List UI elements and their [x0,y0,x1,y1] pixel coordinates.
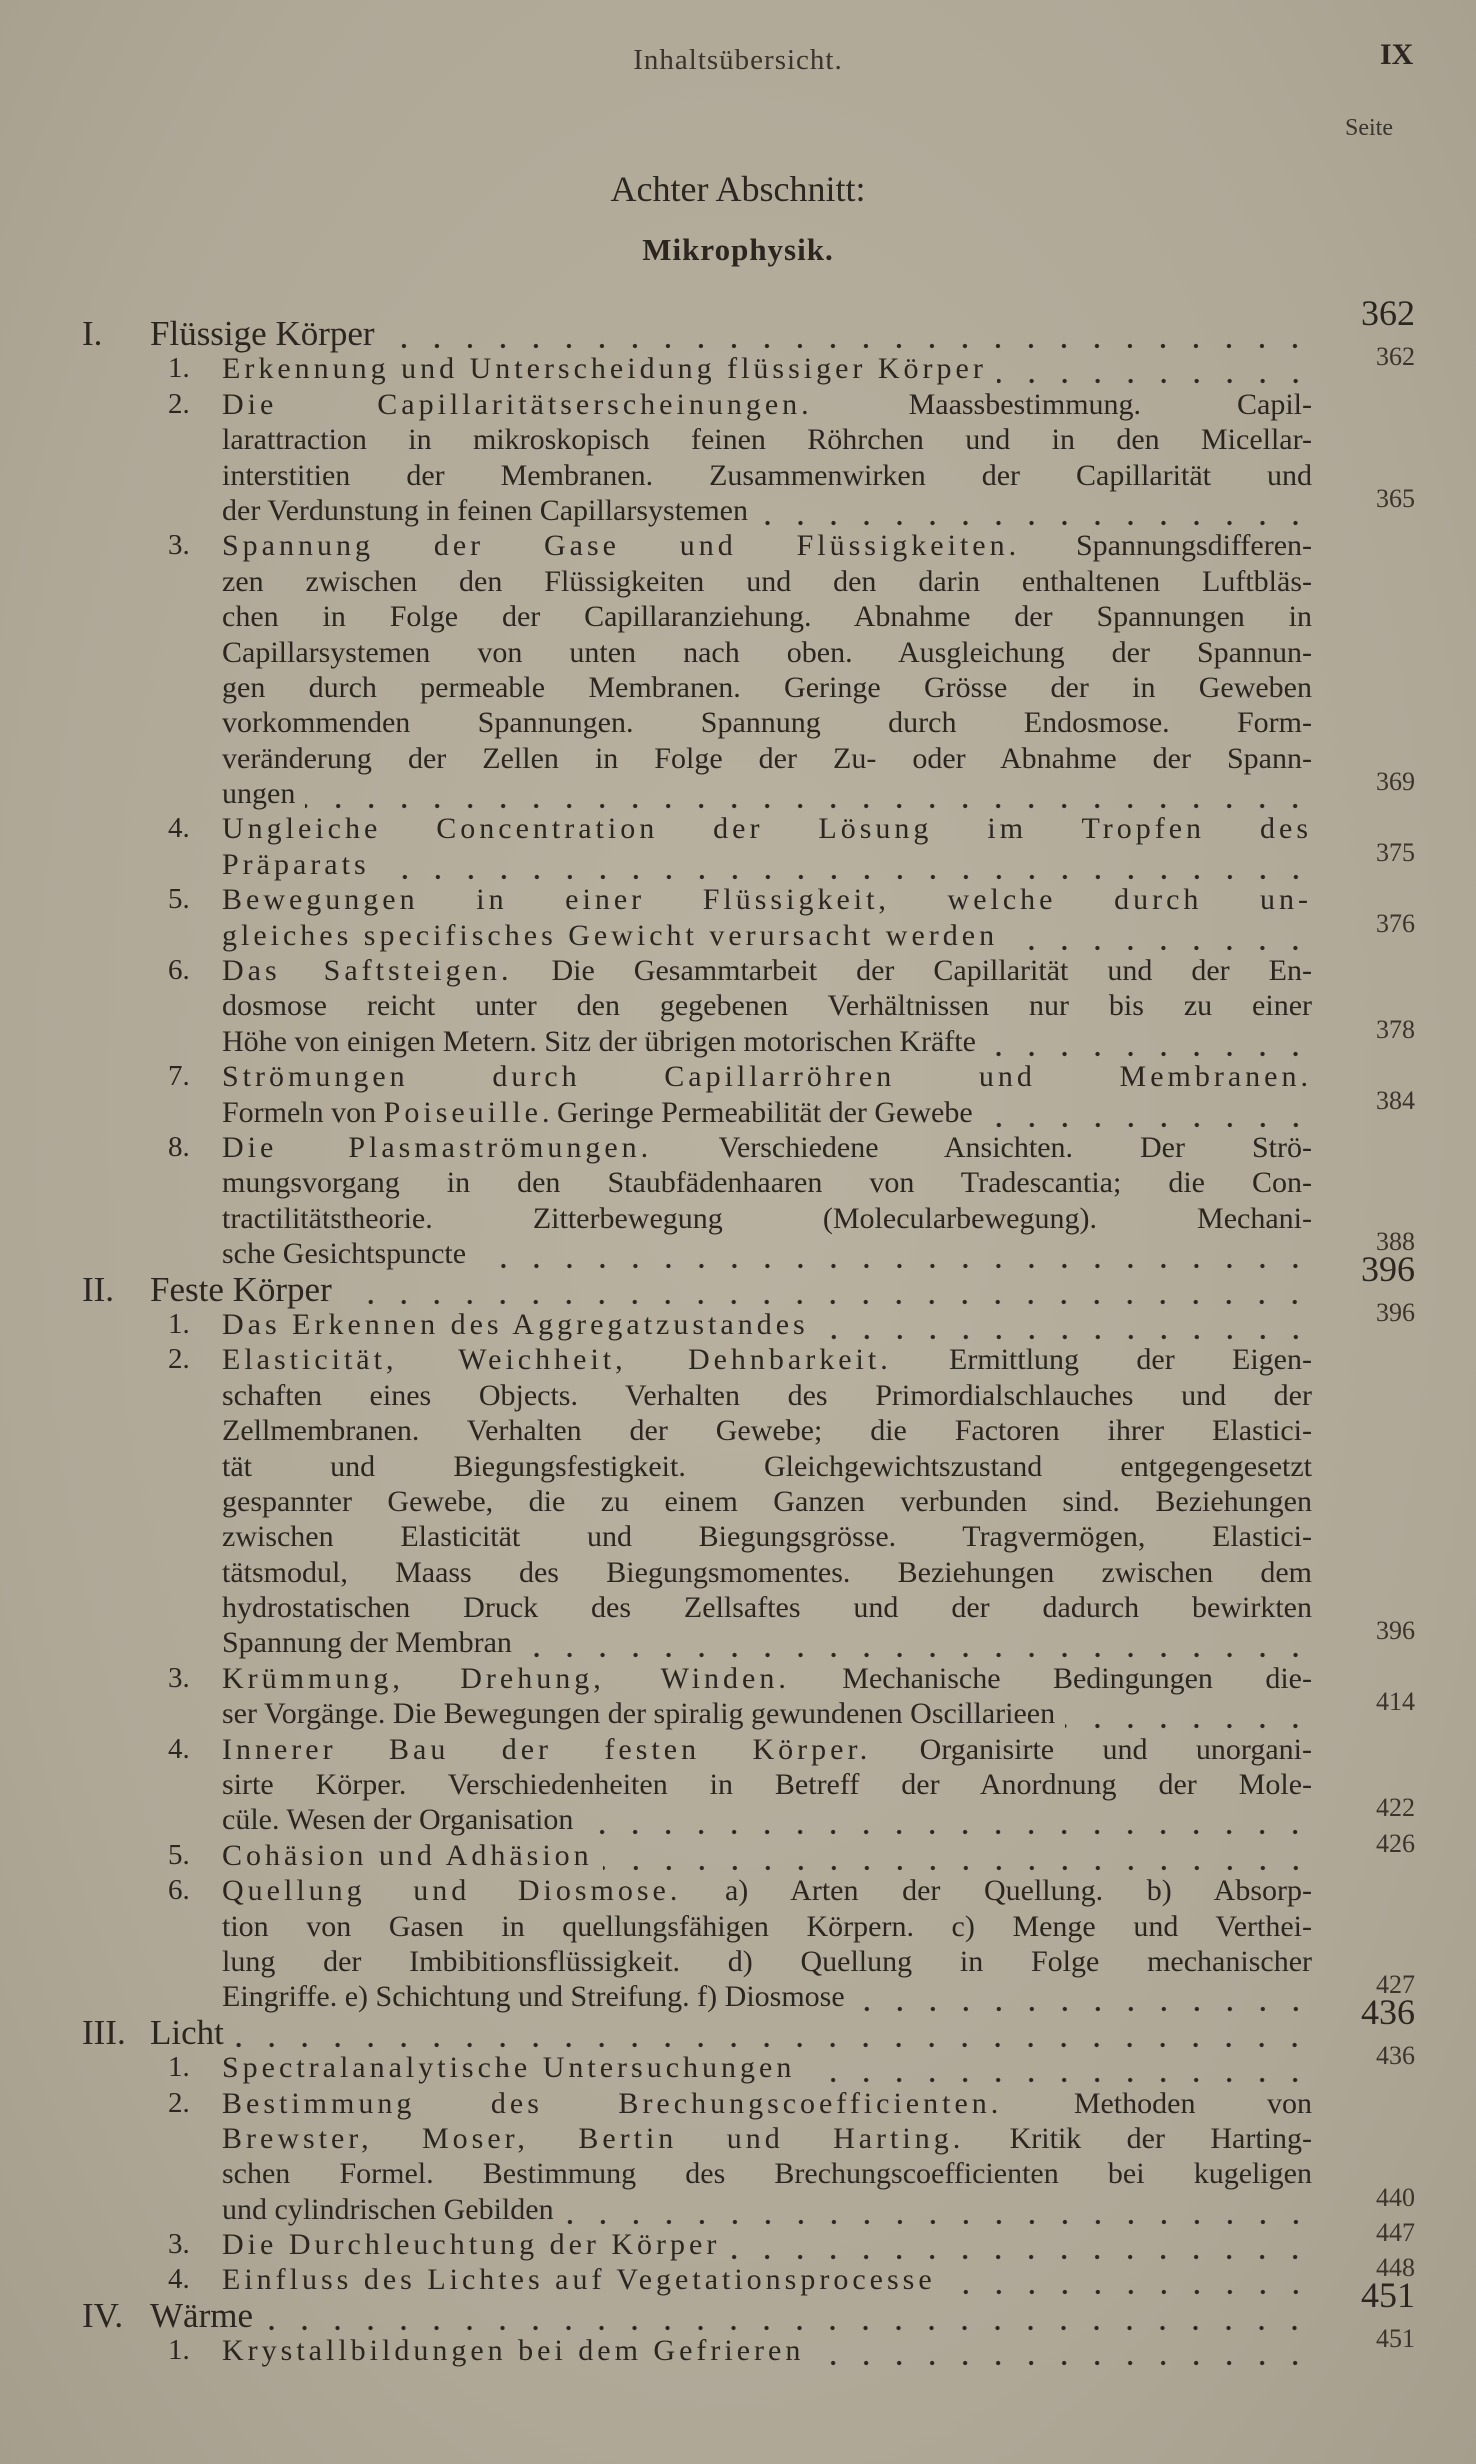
entry-text [222,1449,1312,1484]
entry-text [222,2192,1312,2227]
entry-heading-spaced: Innerer Bau der festen Körper. [222,1732,872,1766]
entry-heading-spaced: Erkennung und Unterscheidung flüssiger Körper [222,352,987,386]
entry-text-segment-group [222,1307,809,1342]
entry-text [222,351,1312,386]
entry-text [222,1378,1312,1413]
running-head: Inhaltsübersicht. [633,44,843,76]
entry-page-number: 362 [1376,342,1415,372]
toc-entry-line [0,1873,1476,1908]
toc-entry-line [0,1484,1476,1519]
entry-text [222,1873,1312,1908]
toc-entry-line [0,1732,1476,1767]
entry-text-segment: tion von Gasen in quellungsfähigen Körpern. c) Menge und Verthei- [222,1909,1312,1943]
entry-text-segment: a) Arten der Quellung. b) Absorp- [681,1874,1312,1908]
entry-page-number: 388 [1376,1227,1415,1257]
entry-heading-spaced: Das Saftsteigen. [222,954,513,988]
entry-text [222,705,1312,740]
toc-entry-line [0,635,1476,670]
entry-text-segment: interstitien der Membranen. Zusammenwirken der Capillarität und [222,458,1312,492]
entry-text-segment: mungsvorgang in den Staubfädenhaaren von Tradescantia; die Con- [222,1166,1312,1200]
entry-text-segment: Formeln von [222,1095,384,1129]
entry-text [222,1909,1312,1944]
entry-text-segment-group [222,2227,720,2262]
entry-page-number: 396 [1376,1616,1415,1646]
entry-page-number: 422 [1376,1793,1415,1823]
toc-entry-line [0,988,1476,1023]
entry-number: 3. [168,1661,190,1694]
toc-entry-line [0,811,1476,846]
entry-text-segment: tät und Biegungsfestigkeit. Gleichgewichtszustand entgegengesetzt [222,1449,1312,1483]
toc-entry-line [0,1014,1476,1059]
entry-text-segment: Die Gesammtarbeit der Capillarität und der En- [512,954,1312,988]
toc-entry-line [0,953,1476,988]
entry-text-segment: ungen [222,777,296,811]
entry-text [222,1661,1312,1696]
entry-text-segment: tractilitätstheorie. Zitterbewegung (Molecularbewegung). Mechani- [222,1201,1312,1235]
entry-text-segment: schaften eines Objects. Verhalten des Primordialschlauches und der [222,1378,1312,1412]
toc-entry-line [0,1970,1476,2014]
entry-text-segment: hydrostatischen Druck des Zellsaftes und der dadurch bewirkten [222,1591,1312,1625]
entry-text-segment: schen Formel. Bestimmung des Brechungscoefficienten bei kugeligen [222,2157,1312,2191]
entry-page-number: 369 [1376,767,1415,797]
entry-number: 2. [168,387,190,420]
entry-heading-spaced: Strömungen durch Capillarröhren und Membranen. [222,1060,1312,1094]
dot-leader [730,2227,1312,2262]
entry-text-segment: lung der Imbibitionsflüssigkeit. d) Quellung in Folge mechanischer [222,1944,1312,1978]
entry-text-segment: . Geringe Permeabilität der Gewebe [542,1095,973,1129]
entry-text-segment: sche Gesichtspuncte [222,1237,467,1271]
entry-text [222,2262,1312,2297]
entry-heading-spaced: Ungleiche Concentration der Lösung im Tropfen des [222,812,1312,846]
entry-text-segment: und cylindrischen Gebilden [222,2192,554,2226]
toc-entry-line [0,564,1476,599]
entry-text-segment: gen durch permeable Membranen. Geringe Grösse der in Geweben [222,670,1312,704]
entry-text [222,458,1312,493]
entry-text [222,1838,1312,1873]
section-page-number: 396 [1361,1248,1415,1289]
entry-text [222,1307,1312,1342]
dot-leader [522,1625,1312,1660]
entry-text-segment-group [222,2333,804,2368]
entry-text [222,1024,1312,1059]
entry-heading-spaced: Elasticität, Weichheit, Dehnbarkeit. [222,1343,892,1377]
entry-text [222,953,1312,988]
entry-number: 4. [168,1732,190,1765]
entry-text-segment: Maassbestimmung. Capil- [812,387,1312,421]
entry-text [222,2333,1312,2368]
entry-page-number: 376 [1376,908,1415,938]
entry-page-number: 375 [1376,837,1415,867]
entry-heading-spaced: Poiseuille [383,1095,543,1129]
entry-text [222,847,1312,882]
entry-number: 1. [168,1307,190,1340]
page-number: IX [1380,38,1414,71]
entry-text-segment-group [222,1802,573,1837]
part-title: Achter Abschnitt: [610,169,866,209]
entry-text-segment-group [222,776,295,811]
entry-number: 2. [168,1343,190,1376]
toc-entry-line [0,342,1476,386]
section-number: I. [82,314,103,353]
dot-leader [564,2192,1312,2227]
dot-leader [758,493,1312,528]
toc-entry-line [0,2041,1476,2085]
entry-text-segment: Verschiedene Ansichten. Der Strö- [652,1130,1312,1164]
entry-page-number: 440 [1376,2182,1415,2212]
toc-entry-line [0,1767,1476,1802]
dot-leader [983,1095,1312,1130]
entry-text-segment: Organisirte und unorgani- [871,1732,1312,1766]
dot-leader [855,1979,1312,2014]
toc-entry-line [0,1590,1476,1625]
entry-text-segment: zwischen Elasticität und Biegungsgrösse. Tragvermögen, Elastici- [222,1520,1312,1554]
section-title [150,2295,1311,2335]
toc-entry-line [0,2086,1476,2121]
entry-text [222,387,1312,422]
toc-entry-line [0,670,1476,705]
toc-entry-line [0,2324,1476,2368]
entry-text-segment-group [222,1838,593,1873]
entry-text-segment: Zellmembranen. Verhalten der Gewebe; die Factoren ihrer Elastici- [222,1414,1312,1448]
section-page-number: 451 [1361,2274,1415,2315]
entry-text [222,1236,1312,1271]
entry-text [222,1767,1312,1802]
entry-text-segment-group [222,2192,554,2227]
entry-text [222,2086,1312,2121]
entry-text [222,670,1312,705]
dot-leader [814,2333,1312,2368]
toc-entry-line [0,1378,1476,1413]
entry-heading-spaced: Spectralanalytische Untersuchungen [222,2051,796,2085]
entry-text-segment-group [222,847,370,882]
entry-heading-spaced: Quellung und Diosmose. [222,1874,682,1908]
entry-text-segment: Höhe von einigen Metern. Sitz der übrigen motorischen Kräfte [222,1024,976,1058]
entry-text [222,1555,1312,1590]
toc-entry-line [0,458,1476,493]
toc-entry-line [0,1555,1476,1590]
entry-text [222,741,1312,776]
entry-text [222,635,1312,670]
toc-entry-line [0,2253,1476,2297]
toc-entry-line [0,528,1476,563]
entry-text-segment: veränderung der Zellen in Folge der Zu- oder Abnahme der Spann- [222,741,1312,775]
entry-text-segment-group [222,493,748,528]
entry-text [222,422,1312,457]
toc-entry-line [0,1130,1476,1165]
entry-text-segment-group [222,1024,976,1059]
dot-leader [342,1272,1311,1307]
dot-leader [583,1802,1312,1837]
entry-page-number: 365 [1376,483,1415,513]
entry-number: 3. [168,529,190,562]
entry-text-segment: dosmose reicht unter den gegebenen Verhältnissen nur bis zu einer [222,989,1312,1023]
section-page-number: 362 [1361,293,1415,333]
dot-leader [603,1838,1312,1873]
entry-number: 2. [168,2086,190,2119]
entry-text-segment: larattraction in mikroskopisch feinen Röhrchen und in den Micellar- [222,423,1312,457]
entry-text-segment: tätsmodul, Maass des Biegungsmomentes. Beziehungen zwischen dem [222,1555,1312,1589]
toc-entry-line [0,2156,1476,2191]
toc-entry-line [0,1297,1476,1342]
dot-leader [986,1024,1312,1059]
entry-text-segment-group [222,1625,512,1660]
dot-leader [1008,918,1312,953]
toc-entry-line [0,2218,1476,2262]
entry-text-segment-group [222,1696,1055,1731]
toc-entry-line [0,1661,1476,1696]
entry-heading-spaced: Bewegungen in einer Flüssigkeit, welche durch un- [222,883,1312,917]
dot-leader [805,2050,1312,2085]
dot-leader [946,2262,1312,2297]
entry-page-number: 378 [1376,1014,1415,1044]
section-title-text: Feste Körper [150,1269,332,1309]
section-title-text: Licht [150,2012,224,2052]
entry-text-segment: Spannungsdifferen- [1020,529,1313,563]
entry-text [222,2227,1312,2262]
dot-leader [997,351,1312,386]
section-number: IV. [82,2295,124,2335]
entry-text [222,1944,1312,1979]
dot-leader [263,2298,1311,2333]
entry-heading-spaced: Die Durchleuchtung der Körper [222,2228,721,2262]
section-page-number: 436 [1361,1991,1415,2032]
entry-text-segment: Methoden von [1002,2086,1313,2120]
section-title [150,2012,1311,2052]
toc-entry-line [0,483,1476,528]
entry-page-number: 448 [1376,2253,1415,2283]
entry-text [222,1059,1312,1094]
entry-page-number: 427 [1376,1970,1415,2000]
entry-heading-spaced: Die Plasmaströmungen. [222,1130,653,1164]
entry-heading-spaced: Das Erkennen des Aggregatzustandes [222,1307,809,1341]
toc-entry-line [0,1828,1476,1873]
entry-heading-spaced: Bestimmung des Brechungscoefficienten. [222,2086,1003,2120]
entry-text [222,1413,1312,1448]
entry-text [222,988,1312,1023]
entry-heading-spaced: Krümmung, Drehung, Winden. [222,1661,790,1695]
toc-entry-line [0,1449,1476,1484]
section-title-text: Flüssige Körper [150,314,375,353]
entry-text [222,776,1312,811]
toc-entry-line [0,882,1476,917]
entry-text-segment-group [222,2050,795,2085]
entry-heading-spaced: gleiches specifisches Gewicht verursacht werden [222,918,999,952]
entry-text [222,2121,1312,2156]
entry-text-segment-group [222,1979,845,2014]
entry-text-segment: Eingriffe. e) Schichtung und Streifung. f) Diosmose [222,1980,845,2014]
entry-text-segment: der Verdunstung in feinen Capillarsystemen [222,493,748,527]
toc-entry-line [0,1793,1476,1837]
entry-text [222,1130,1312,1165]
toc-entry-line [0,1616,1476,1660]
entry-text [222,811,1312,846]
dot-leader [380,847,1312,882]
entry-text [222,918,1312,953]
entry-number: 1. [168,352,190,385]
entry-text [222,882,1312,917]
entry-text-segment: sirte Körper. Verschiedenheiten in Betreff der Anordnung der Mole- [222,1768,1312,1802]
entry-text-segment-group [222,1095,973,1130]
entry-text [222,1590,1312,1625]
toc-entry-line [0,2121,1476,2156]
entry-number: 1. [168,2051,190,2084]
entry-text [222,493,1312,528]
toc-entry-line [0,599,1476,634]
entry-page-number: 414 [1376,1687,1415,1717]
toc-entry-line [0,1342,1476,1377]
dot-leader [1065,1696,1312,1731]
entry-text-segment: Kritik der Harting- [964,2121,1312,2155]
entry-text [222,1696,1312,1731]
entry-text-segment-group [222,351,987,386]
toc-entry-line [0,1059,1476,1094]
entry-text [222,528,1312,563]
section-title [150,316,1311,351]
entry-text-segment-group [222,918,998,953]
toc-entry-line [0,1687,1476,1731]
entry-text [222,599,1312,634]
entry-text [222,1979,1312,2014]
entry-text-segment: Spannung der Membran [222,1626,512,1660]
entry-page-number: 447 [1376,2218,1415,2248]
entry-number: 8. [168,1130,190,1163]
dot-leader [385,316,1311,351]
entry-text [222,1095,1312,1130]
toc-entry-line [0,908,1476,953]
entry-number: 6. [168,1874,190,1907]
entry-page-number: 451 [1376,2324,1415,2354]
entry-number: 6. [168,954,190,987]
toc-entry-line [0,1909,1476,1944]
entry-text [222,1484,1312,1519]
entry-text [222,1802,1312,1837]
entry-text [222,1165,1312,1200]
entry-page-number: 426 [1376,1828,1415,1858]
dot-leader [234,2015,1311,2050]
entry-heading-spaced: Cohäsion und Adhäsion [222,1838,593,1872]
dot-leader [819,1307,1312,1342]
entry-heading-spaced: Die Capillaritätserscheinungen. [222,387,813,421]
entry-number: 4. [168,2263,190,2296]
toc-entry-line [0,2182,1476,2227]
entry-heading-spaced: Krystallbildungen bei dem Gefrieren [222,2334,805,2368]
toc-entry-line [0,387,1476,422]
entry-page-number: 436 [1376,2041,1415,2071]
toc-entry-line [0,741,1476,776]
toc-entry-line [0,705,1476,740]
entry-text [222,1519,1312,1554]
toc-entry-line [0,1085,1476,1130]
entry-text [222,564,1312,599]
dot-leader [305,776,1312,811]
entry-text [222,1342,1312,1377]
entry-text [222,1201,1312,1236]
entry-text-segment-group [222,1236,466,1271]
part-subtitle: Mikrophysik. [642,232,834,267]
entry-text [222,1732,1312,1767]
entry-number: 4. [168,812,190,845]
entry-text [222,2050,1312,2085]
section-title [150,1269,1311,1309]
entry-number: 5. [168,883,190,916]
entry-number: 3. [168,2228,190,2261]
entry-text-segment: gespannter Gewebe, die zu einem Ganzen verbunden sind. Beziehungen [222,1484,1312,1518]
entry-number: 7. [168,1060,190,1093]
entry-text [222,2156,1312,2191]
entry-text-segment: Mechanische Bedingungen die- [789,1661,1312,1695]
toc-entry-line [0,1227,1476,1271]
toc-entry-line [0,767,1476,811]
entry-text-segment: vorkommenden Spannungen. Spannung durch Endosmose. Form- [222,706,1312,740]
toc-entry-line [0,1201,1476,1236]
entry-heading-spaced: Einfluss des Lichtes auf Vegetationsprocesse [222,2263,936,2297]
toc-entry-line [0,1165,1476,1200]
entry-number: 1. [168,2334,190,2367]
toc-entry-line [0,1944,1476,1979]
toc-entry-line [0,1413,1476,1448]
entry-text-segment: cüle. Wesen der Organisation [222,1803,574,1837]
section-number: II. [82,1269,115,1309]
section-heading [0,293,1476,353]
toc-entry-line [0,1519,1476,1554]
page-column-label: Seite [1345,115,1393,141]
toc-entry-line [0,422,1476,457]
entry-number: 5. [168,1838,190,1871]
entry-heading-spaced: Brewster, Moser, Bertin und Harting. [222,2121,965,2155]
entry-page-number: 396 [1376,1297,1415,1327]
entry-heading-spaced: Spannung der Gase und Flüssigkeiten. [222,529,1021,563]
toc-entry-line [0,837,1476,882]
entry-page-number: 384 [1376,1085,1415,1115]
section-number: III. [82,2012,126,2052]
entry-text-segment: Capillarsystemen von unten nach oben. Ausgleichung der Spannun- [222,635,1312,669]
entry-text-segment: chen in Folge der Capillaranziehung. Abnahme der Spannungen in [222,600,1312,634]
entry-text [222,1625,1312,1660]
entry-text-segment-group [222,2262,936,2297]
entry-text-segment: ser Vorgänge. Die Bewegungen der spiralig gewundenen Oscillarieen [222,1697,1056,1731]
table-of-contents [0,293,1476,2369]
section-title-text: Wärme [150,2295,253,2335]
entry-text-segment: zen zwischen den Flüssigkeiten und den darin enthaltenen Luftbläs- [222,564,1312,598]
entry-text-segment: Ermittlung der Eigen- [891,1343,1312,1377]
entry-heading-spaced: Präparats [222,847,370,881]
dot-leader [476,1236,1312,1271]
